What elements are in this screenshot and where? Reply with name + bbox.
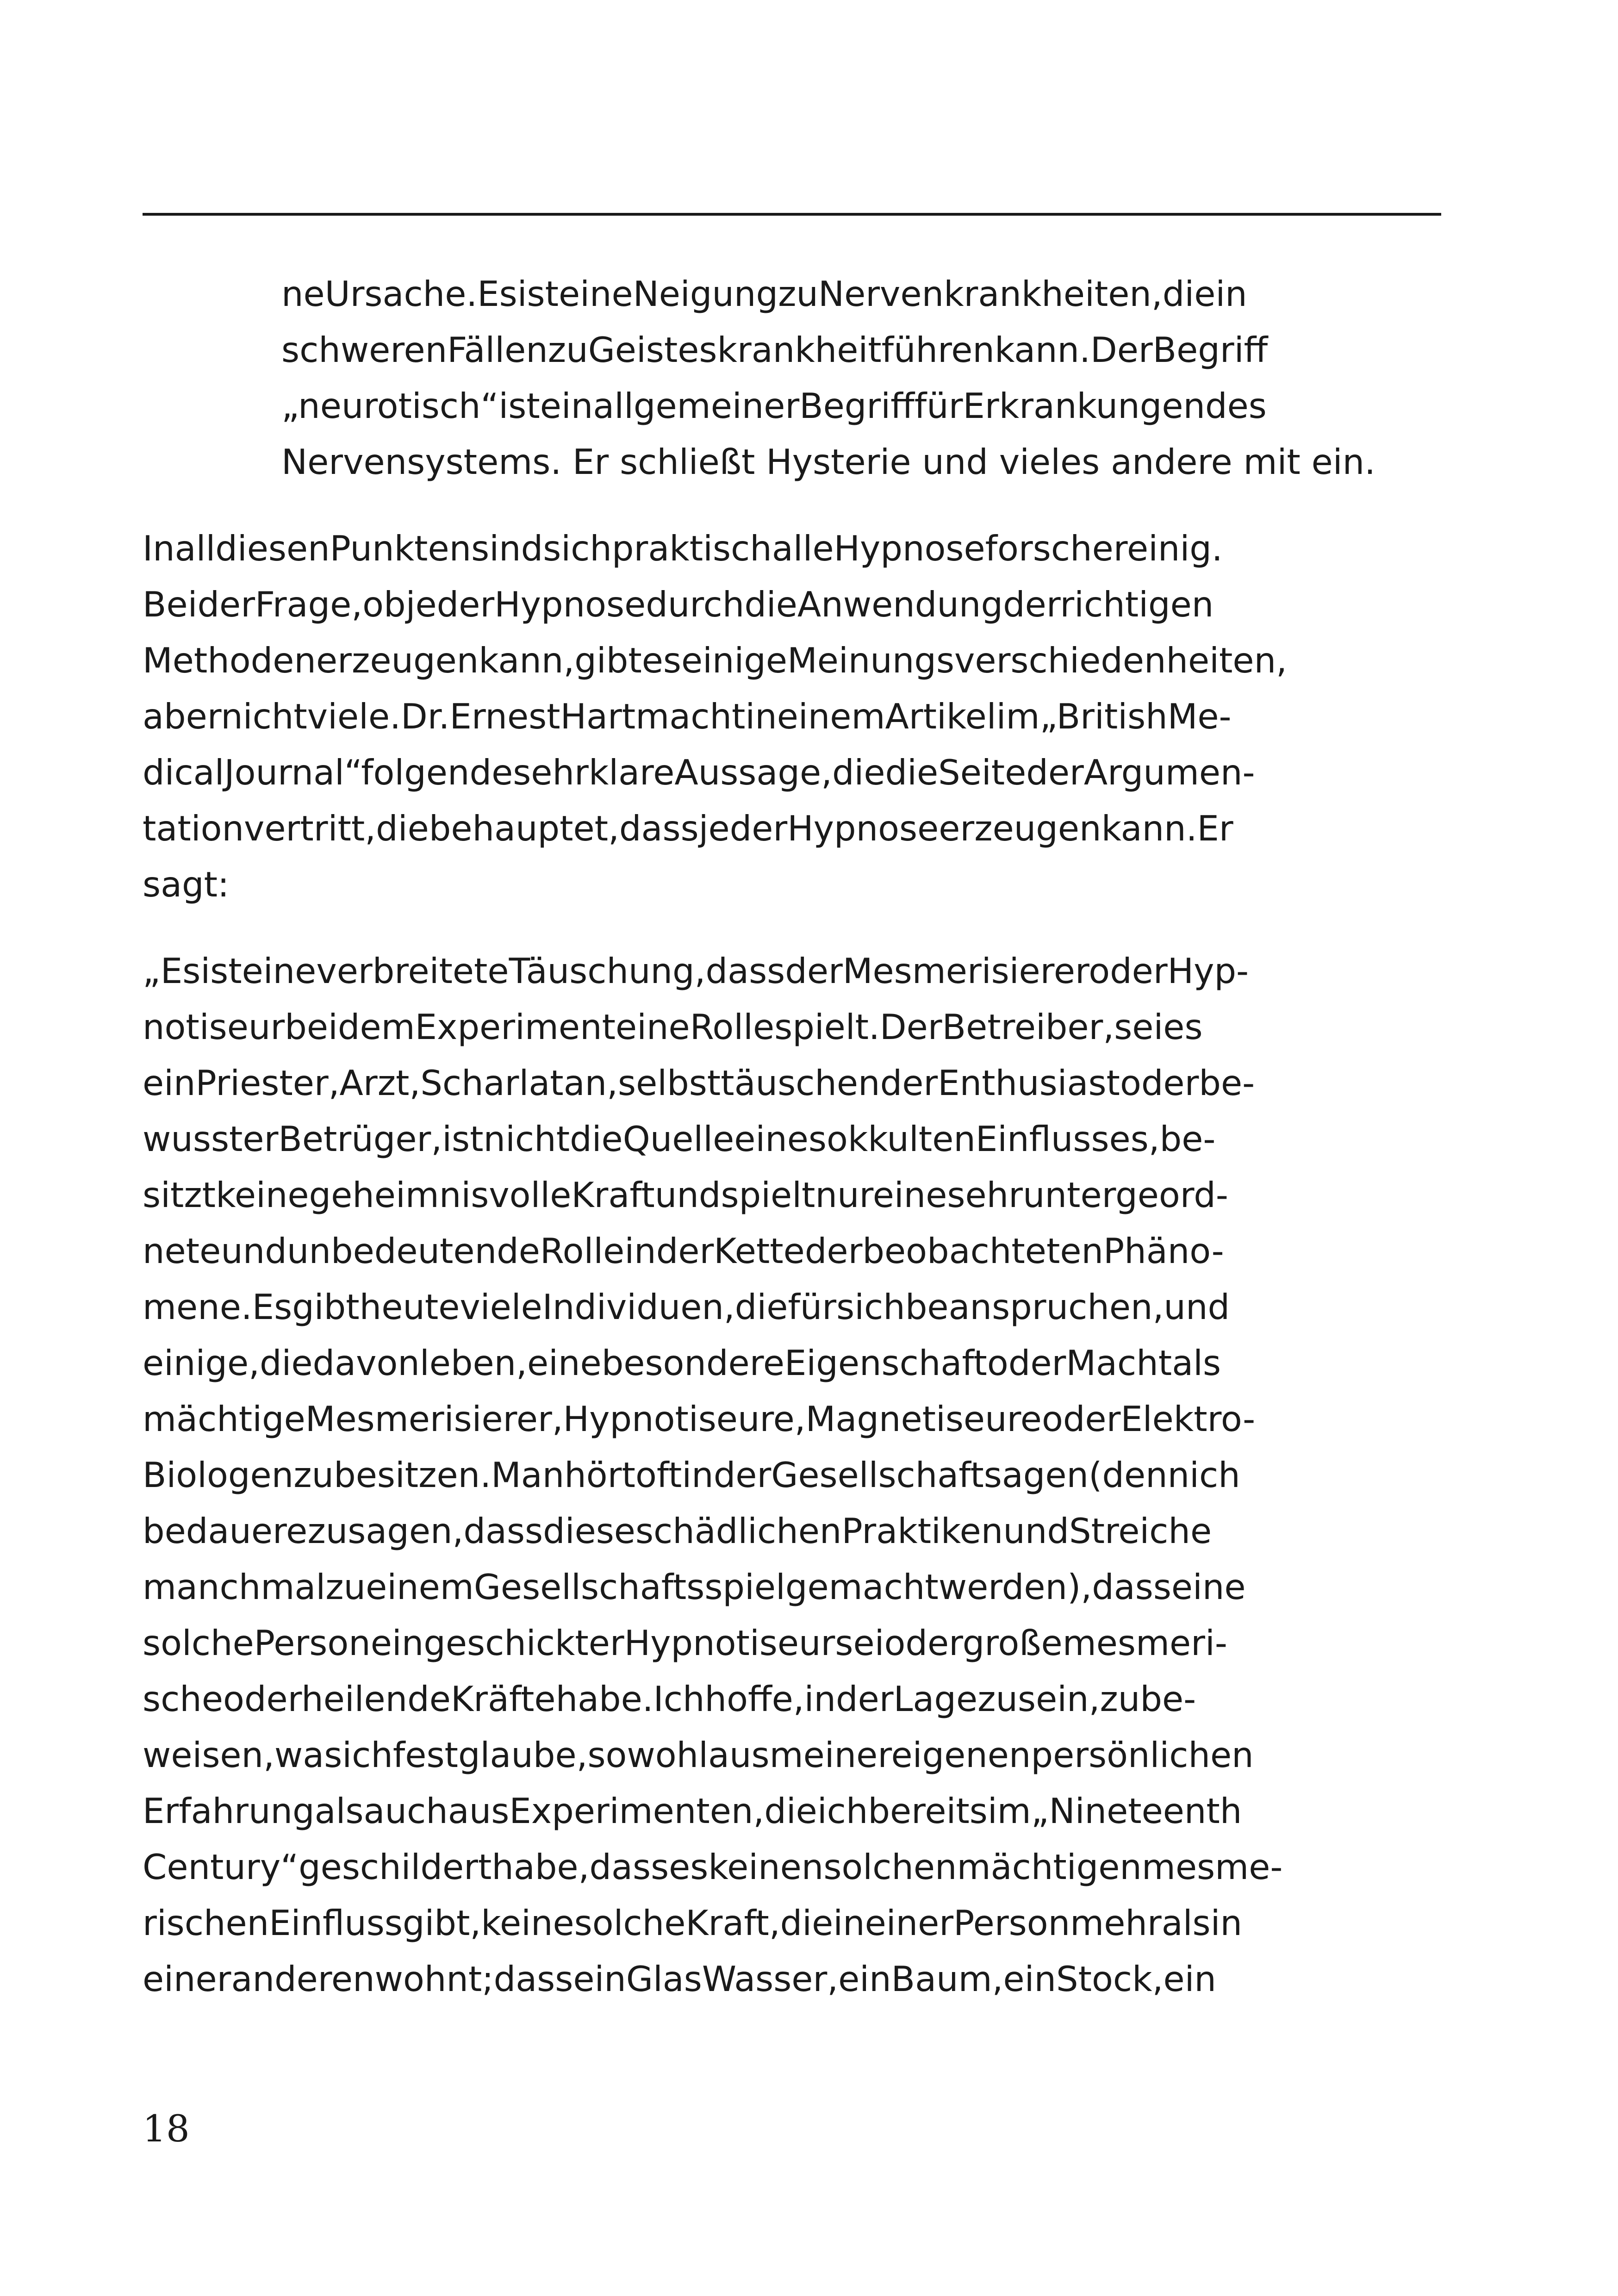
text-line: rischenEinflussgibt,keinesolcheKraft,dieineinerPersonmehralsin (143, 1903, 1242, 1943)
text-line: InalldiesenPunktensindsichpraktischalleHypnoseforschereinig. (143, 528, 1223, 569)
text-line: bedauerezusagen,dassdieseschädlichenPraktikenundStreiche (143, 1511, 1212, 1551)
text-line: schwerenFällenzuGeisteskrankheitführenkann.DerBegriff (281, 330, 1268, 370)
text-line: Methodenerzeugenkann,gibteseinigeMeinungsverschiedenheiten, (143, 640, 1287, 681)
text-line: notiseurbeidemExperimenteineRollespielt.DerBetreiber,seies (143, 1007, 1203, 1047)
text-line: neteundunbedeutendeRolleinderKettederbeobachtetenPhäno- (143, 1231, 1224, 1271)
text-line: Nervensystems. Er schließt Hysterie und vieles andere mit ein. (281, 442, 1376, 482)
page-number: 18 (143, 2107, 190, 2150)
text-line: sitztkeinegeheimnisvolleKraftundspieltnureinesehruntergeord- (143, 1175, 1228, 1215)
text-line: „EsisteineverbreiteteTäuschung,dassderMesmerisiereroderHyp- (143, 951, 1249, 991)
text-line: „neurotisch“isteinallgemeinerBegrifffürErkrankungendes (281, 386, 1267, 426)
body-paragraph-1 (143, 521, 1441, 913)
text-line: einPriester,Arzt,Scharlatan,selbsttäuschenderEnthusiastoderbe- (143, 1063, 1255, 1103)
text-line: dicalJournal“folgendesehrklareAussage,diedieSeitederArgumen- (143, 752, 1255, 793)
text-line: neUrsache.EsisteineNeigungzuNervenkrankheiten,diein (281, 274, 1247, 314)
text-line: abernichtviele.Dr.ErnestHartmachtineinemArtikelim„BritishMe- (143, 696, 1232, 737)
text-line: ErfahrungalsauchausExperimenten,dieichbereitsim„Nineteenth (143, 1791, 1242, 1831)
text-line: sagt: (143, 864, 230, 905)
header-rule (143, 213, 1441, 216)
text-line: einige,diedavonleben,einebesondereEigenschaftoderMachtals (143, 1343, 1221, 1383)
text-line: mächtigeMesmerisierer,Hypnotiseure,MagnetiseureoderElektro- (143, 1399, 1256, 1439)
text-line: eineranderenwohnt;dasseinGlasWasser,einBaum,einStock,ein (143, 1959, 1216, 1999)
text-line: BeiderFrage,objederHypnosedurchdieAnwendungderrichtigen (143, 584, 1214, 625)
text-line: scheoderheilendeKräftehabe.Ichhoffe,inderLagezusein,zube- (143, 1679, 1196, 1719)
indented-quote-continuation (281, 266, 1441, 490)
text-line: mene.EsgibtheutevieleIndividuen,diefürsichbeanspruchen,und (143, 1287, 1230, 1327)
text-line: manchmalzueinemGesellschaftsspielgemachtwerden),dasseine (143, 1567, 1246, 1607)
text-line: Biologenzubesitzen.ManhörtoftinderGesellschaftsagen(dennich (143, 1455, 1240, 1495)
text-line: Century“geschilderthabe,dasseskeinensolchenmächtigenmesme- (143, 1847, 1283, 1887)
block-quote-paragraph (143, 943, 1441, 2007)
text-line: tationvertritt,diebehauptet,dassjederHypnoseerzeugenkann.Er (143, 808, 1233, 849)
text-line: solchePersoneingeschickterHypnotiseurseiodergroßemesmeri- (143, 1623, 1227, 1663)
text-line: wussterBetrüger,istnichtdieQuelleeinesokkultenEinflusses,be- (143, 1119, 1216, 1159)
text-line: weisen,wasichfestglaube,sowohlausmeinereigenenpersönlichen (143, 1735, 1254, 1775)
